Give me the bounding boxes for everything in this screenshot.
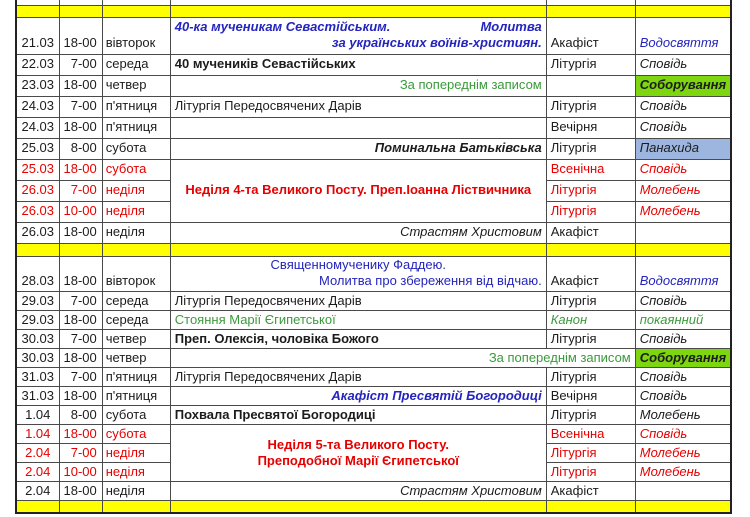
- table-row: [16, 75, 731, 96]
- day-cell: неділя: [102, 444, 170, 463]
- service-cell: Літургія: [546, 444, 635, 463]
- note-cell: Сповідь: [635, 425, 731, 444]
- day-cell: неділя: [102, 201, 170, 222]
- note-cell: Молебень: [635, 444, 731, 463]
- day-cell: неділя: [102, 463, 170, 482]
- date-cell: 23.03: [16, 75, 59, 96]
- date-cell: 1.04: [16, 406, 59, 425]
- description-cell: [170, 159, 546, 222]
- day-cell: п'ятниця: [102, 368, 170, 387]
- description-cell: [170, 54, 546, 75]
- day-cell: субота: [102, 406, 170, 425]
- note-cell: Сповідь: [635, 54, 731, 75]
- day-cell: вівторок: [102, 256, 170, 292]
- time-cell: 18-00: [59, 425, 102, 444]
- table-row: [16, 17, 731, 54]
- description-text: 40-ка мученикам Севастійським.: [174, 19, 391, 34]
- date-cell: 25.03: [16, 159, 59, 180]
- service-cell: Вечірня: [546, 387, 635, 406]
- time-cell: 7-00: [59, 180, 102, 201]
- date-cell: 24.03: [16, 117, 59, 138]
- service-cell: Акафіст: [546, 256, 635, 292]
- description-cell: [170, 368, 546, 387]
- service-cell: Вечірня: [546, 117, 635, 138]
- empty-cell: [59, 501, 102, 513]
- description-cell: [170, 222, 546, 243]
- description-line: Літургія Передосвячених Дарів: [174, 98, 362, 114]
- time-cell: 7-00: [59, 292, 102, 311]
- empty-cell: [170, 5, 546, 17]
- time-cell: 18-00: [59, 222, 102, 243]
- date-cell: 26.03: [16, 222, 59, 243]
- date-cell: 29.03: [16, 311, 59, 330]
- empty-cell: [16, 5, 59, 17]
- date-cell: 30.03: [16, 330, 59, 349]
- date-cell: 29.03: [16, 292, 59, 311]
- description-cell: [170, 482, 546, 501]
- time-cell: 7-00: [59, 444, 102, 463]
- date-cell: 2.04: [16, 482, 59, 501]
- empty-cell: [546, 5, 635, 17]
- table-row: [16, 117, 731, 138]
- time-cell: 18-00: [59, 387, 102, 406]
- time-cell: 8-00: [59, 138, 102, 159]
- yellow-spacer-row: [16, 243, 731, 256]
- service-cell: Літургія: [546, 330, 635, 349]
- description-line: Поминальна Батьківська: [374, 140, 542, 156]
- date-cell: 28.03: [16, 256, 59, 292]
- description-line: Неділя 5-та Великого Посту.: [267, 436, 449, 452]
- day-cell: четвер: [102, 75, 170, 96]
- day-cell: п'ятниця: [102, 387, 170, 406]
- note-cell: Водосвяття: [635, 17, 731, 54]
- description-cell: [170, 117, 546, 138]
- service-cell: Акафіст: [546, 222, 635, 243]
- empty-cell: [635, 501, 731, 513]
- description-line: За попереднім записом: [488, 349, 631, 365]
- note-cell: Панахида: [635, 138, 731, 159]
- description-cell: [170, 406, 546, 425]
- description-line: Літургія Передосвячених Дарів: [174, 368, 362, 384]
- description-cell: [170, 17, 546, 54]
- time-cell: 18-00: [59, 17, 102, 54]
- note-cell: Водосвяття: [635, 256, 731, 292]
- day-cell: четвер: [102, 349, 170, 368]
- day-cell: субота: [102, 138, 170, 159]
- description-cell: [170, 75, 546, 96]
- yellow-spacer-row: [16, 501, 731, 513]
- day-cell: п'ятниця: [102, 117, 170, 138]
- note-cell: [635, 482, 731, 501]
- table-row: [16, 330, 731, 349]
- table-row: [16, 96, 731, 117]
- note-cell: Сповідь: [635, 96, 731, 117]
- note-cell: Сповідь: [635, 292, 731, 311]
- service-cell: [546, 75, 635, 96]
- date-cell: 21.03: [16, 17, 59, 54]
- time-cell: 18-00: [59, 256, 102, 292]
- time-cell: 7-00: [59, 54, 102, 75]
- empty-cell: [59, 5, 102, 17]
- empty-cell: [102, 5, 170, 17]
- note-cell: Молебень: [635, 406, 731, 425]
- time-cell: 7-00: [59, 368, 102, 387]
- table-row: [16, 368, 731, 387]
- day-cell: вівторок: [102, 17, 170, 54]
- empty-cell: [16, 501, 59, 513]
- description-line: Похвала Пресвятої Богородиці: [174, 406, 376, 422]
- date-cell: 26.03: [16, 180, 59, 201]
- description-line: Літургія Передосвячених Дарів: [174, 292, 362, 308]
- date-cell: 25.03: [16, 138, 59, 159]
- date-cell: 31.03: [16, 387, 59, 406]
- note-cell: Соборування: [635, 349, 731, 368]
- table-row: [16, 482, 731, 501]
- table-row: [16, 311, 731, 330]
- day-cell: середа: [102, 292, 170, 311]
- time-cell: 10-00: [59, 463, 102, 482]
- description-line: Молитва про збереження від відчаю.: [318, 272, 542, 288]
- time-cell: 18-00: [59, 349, 102, 368]
- time-cell: 18-00: [59, 75, 102, 96]
- note-cell: Сповідь: [635, 330, 731, 349]
- description-line: Стояння Марії Єгипетської: [174, 311, 336, 327]
- description-cell: [170, 330, 546, 349]
- service-cell: Літургія: [546, 180, 635, 201]
- note-cell: Соборування: [635, 75, 731, 96]
- time-cell: 10-00: [59, 201, 102, 222]
- date-cell: 22.03: [16, 54, 59, 75]
- note-cell: [635, 222, 731, 243]
- day-cell: неділя: [102, 482, 170, 501]
- service-cell: Літургія: [546, 463, 635, 482]
- empty-cell: [546, 243, 635, 256]
- description-line: Страстям Христовим: [400, 224, 542, 240]
- service-cell: Літургія: [546, 406, 635, 425]
- description-line: Неділя 4-та Великого Посту. Преп.Іоанна Ліствичника: [185, 182, 532, 198]
- service-cell: Літургія: [546, 201, 635, 222]
- service-cell: Літургія: [546, 96, 635, 117]
- date-cell: 30.03: [16, 349, 59, 368]
- service-cell: Канон: [546, 311, 635, 330]
- empty-cell: [59, 243, 102, 256]
- time-cell: 8-00: [59, 406, 102, 425]
- description-line: Священномученику Фаддею.: [270, 256, 446, 272]
- table-row: [16, 406, 731, 425]
- table-row: [16, 159, 731, 180]
- service-cell: Всенічна: [546, 425, 635, 444]
- description-cell: [170, 387, 546, 406]
- note-cell: Сповідь: [635, 387, 731, 406]
- date-cell: 1.04: [16, 425, 59, 444]
- description-line: Акафіст Пресвятій Богородиці: [331, 387, 542, 403]
- day-cell: неділя: [102, 222, 170, 243]
- note-cell: покаянний: [635, 311, 731, 330]
- empty-cell: [16, 243, 59, 256]
- time-cell: 7-00: [59, 96, 102, 117]
- time-cell: 18-00: [59, 482, 102, 501]
- day-cell: середа: [102, 54, 170, 75]
- time-cell: 18-00: [59, 117, 102, 138]
- note-cell: Молебень: [635, 180, 731, 201]
- service-schedule-table: [15, 0, 732, 514]
- day-cell: п'ятниця: [102, 96, 170, 117]
- date-cell: 24.03: [16, 96, 59, 117]
- empty-cell: [170, 243, 546, 256]
- table-row: [16, 292, 731, 311]
- description-cell: [170, 292, 546, 311]
- empty-cell: [635, 243, 731, 256]
- table-row: [16, 54, 731, 75]
- description-cell: [170, 425, 546, 482]
- service-cell: Літургія: [546, 54, 635, 75]
- table-row: [16, 256, 731, 292]
- note-cell: Сповідь: [635, 159, 731, 180]
- table-row: [16, 349, 731, 368]
- description-line: [175, 19, 542, 35]
- description-cell: [170, 256, 546, 292]
- empty-cell: [102, 501, 170, 513]
- table-row: [16, 222, 731, 243]
- note-cell: Сповідь: [635, 117, 731, 138]
- service-cell: Всенічна: [546, 159, 635, 180]
- note-cell: Молебень: [635, 201, 731, 222]
- description-line: Преп. Олексія, чоловіка Божого: [174, 330, 379, 346]
- time-cell: 7-00: [59, 330, 102, 349]
- empty-cell: [102, 243, 170, 256]
- service-cell: Літургія: [546, 368, 635, 387]
- day-cell: неділя: [102, 180, 170, 201]
- time-cell: 18-00: [59, 159, 102, 180]
- schedule-body: [16, 0, 731, 513]
- description-cell: [170, 138, 546, 159]
- service-cell: Літургія: [546, 138, 635, 159]
- description-cell: [170, 96, 546, 117]
- yellow-spacer-row: [16, 5, 731, 17]
- service-cell: Акафіст: [546, 17, 635, 54]
- table-row: [16, 387, 731, 406]
- table-row: [16, 425, 731, 444]
- date-cell: 2.04: [16, 463, 59, 482]
- description-line: за українських воїнів-християн.: [331, 35, 542, 51]
- description-cell: [170, 349, 635, 368]
- note-cell: Сповідь: [635, 368, 731, 387]
- description-line: Страстям Христовим: [400, 482, 542, 498]
- day-cell: четвер: [102, 330, 170, 349]
- table-row: [16, 138, 731, 159]
- empty-cell: [546, 501, 635, 513]
- service-cell: Акафіст: [546, 482, 635, 501]
- date-cell: 31.03: [16, 368, 59, 387]
- day-cell: субота: [102, 159, 170, 180]
- day-cell: субота: [102, 425, 170, 444]
- date-cell: 2.04: [16, 444, 59, 463]
- empty-cell: [170, 501, 546, 513]
- day-cell: середа: [102, 311, 170, 330]
- description-line: 40 мучеників Севастійських: [174, 56, 356, 72]
- note-cell: Молебень: [635, 463, 731, 482]
- description-cell: [170, 311, 546, 330]
- description-line: Преподобної Марії Єгипетської: [257, 453, 459, 468]
- date-cell: 26.03: [16, 201, 59, 222]
- description-line: За попереднім записом: [399, 77, 542, 93]
- service-cell: Літургія: [546, 292, 635, 311]
- empty-cell: [635, 5, 731, 17]
- time-cell: 18-00: [59, 311, 102, 330]
- description-text: Молитва: [480, 19, 542, 34]
